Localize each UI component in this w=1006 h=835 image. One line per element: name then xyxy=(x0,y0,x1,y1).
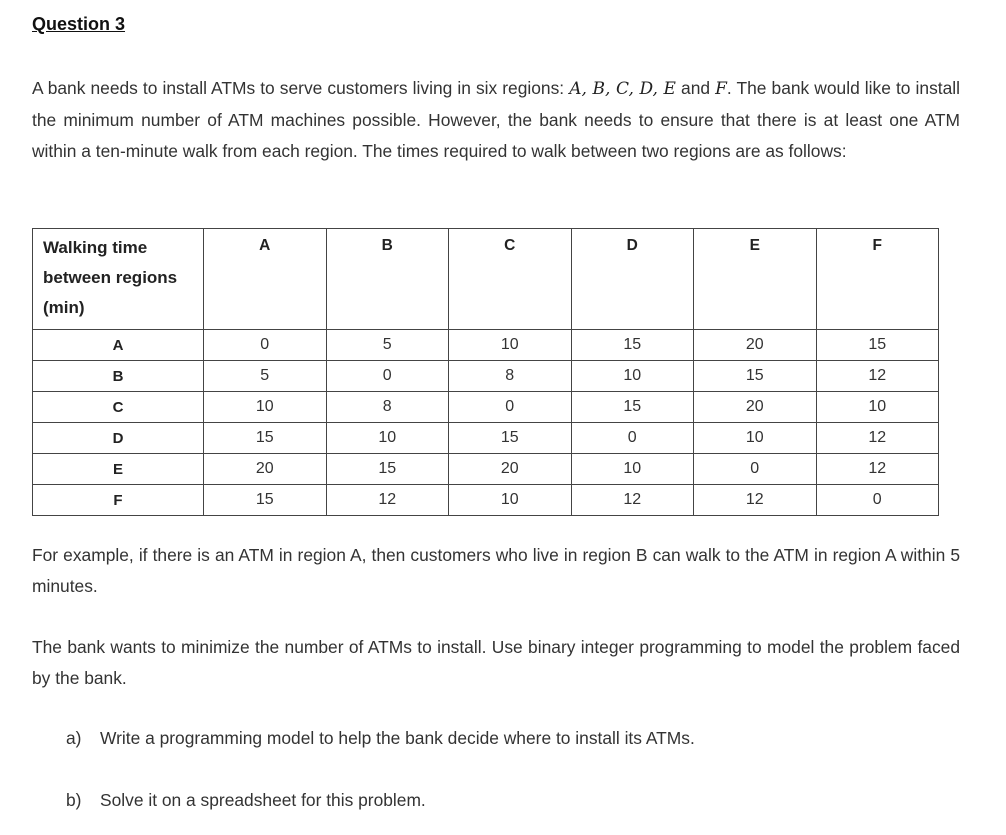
table-row xyxy=(33,330,939,361)
table-cell: 10 xyxy=(816,392,939,423)
table-cell: 5 xyxy=(326,330,449,361)
table-cell: 12 xyxy=(571,485,694,516)
table-cell: 15 xyxy=(816,330,939,361)
table-cell: 15 xyxy=(694,361,817,392)
table-cell: 10 xyxy=(571,454,694,485)
task-paragraph: The bank wants to minimize the number of ATMs to install. Use binary integer programming to model the problem faced by the bank. xyxy=(32,637,960,688)
column-header-b: B xyxy=(326,229,449,330)
region-f-math: F xyxy=(715,79,727,99)
intro-text-2: . The bank would like to install the minimum number of ATM machines possible. However, the bank needs to ensure that there is at least one ATM within a ten-minute walk from each region. The times required to walk between two regions are as follows: xyxy=(32,78,960,161)
intro-text-1: A bank needs to install ATMs to serve customers living in six regions: xyxy=(32,78,570,98)
table-cell: 15 xyxy=(449,423,572,454)
table-corner-header: Walking time between regions (min) xyxy=(33,229,204,330)
table-cell: 15 xyxy=(326,454,449,485)
intro-paragraph xyxy=(32,73,960,167)
table-cell: 20 xyxy=(204,454,327,485)
table-cell: 12 xyxy=(326,485,449,516)
table-cell: 0 xyxy=(571,423,694,454)
table-cell: 0 xyxy=(816,485,939,516)
table-cell: 0 xyxy=(694,454,817,485)
column-header-f: F xyxy=(816,229,939,330)
column-header-a: A xyxy=(204,229,327,330)
table-cell: 15 xyxy=(204,423,327,454)
table-cell: 10 xyxy=(449,485,572,516)
table-cell: 20 xyxy=(694,330,817,361)
table-cell: 20 xyxy=(694,392,817,423)
walking-time-table xyxy=(32,228,939,516)
table-cell: 8 xyxy=(326,392,449,423)
table-row xyxy=(33,454,939,485)
table-row xyxy=(33,392,939,423)
row-header: A xyxy=(33,330,204,361)
table-cell: 0 xyxy=(326,361,449,392)
question-item-a xyxy=(66,728,695,749)
question-title: Question 3 xyxy=(32,14,126,34)
table-cell: 20 xyxy=(449,454,572,485)
intro-and: and xyxy=(675,78,716,98)
table-cell: 5 xyxy=(204,361,327,392)
regions-math: A, B, C, D, E xyxy=(569,79,676,99)
row-header: D xyxy=(33,423,204,454)
column-header-d: D xyxy=(571,229,694,330)
table-cell: 10 xyxy=(204,392,327,423)
table-header-row xyxy=(33,229,939,330)
row-header: C xyxy=(33,392,204,423)
table-cell: 10 xyxy=(694,423,817,454)
column-header-c: C xyxy=(449,229,572,330)
table-cell: 12 xyxy=(816,423,939,454)
table-cell: 15 xyxy=(571,392,694,423)
question-label: b) xyxy=(66,790,82,810)
question-item-b xyxy=(66,790,426,811)
table-cell: 8 xyxy=(449,361,572,392)
table-cell: 12 xyxy=(816,454,939,485)
example-paragraph: For example, if there is an ATM in region A, then customers who live in region B can walk to the ATM in region A within 5 minutes. xyxy=(32,545,960,596)
table-cell: 10 xyxy=(326,423,449,454)
table-row xyxy=(33,361,939,392)
row-header: F xyxy=(33,485,204,516)
table-cell: 10 xyxy=(449,330,572,361)
row-header: E xyxy=(33,454,204,485)
question-label: a) xyxy=(66,728,82,748)
row-header: B xyxy=(33,361,204,392)
table-cell: 10 xyxy=(571,361,694,392)
table-cell: 12 xyxy=(694,485,817,516)
table-row xyxy=(33,423,939,454)
table-cell: 0 xyxy=(204,330,327,361)
table-cell: 15 xyxy=(571,330,694,361)
column-header-e: E xyxy=(694,229,817,330)
question-text: Write a programming model to help the bank decide where to install its ATMs. xyxy=(100,728,695,748)
table-cell: 15 xyxy=(204,485,327,516)
table-row xyxy=(33,485,939,516)
table-cell: 0 xyxy=(449,392,572,423)
table-cell: 12 xyxy=(816,361,939,392)
question-text: Solve it on a spreadsheet for this problem. xyxy=(100,790,426,810)
